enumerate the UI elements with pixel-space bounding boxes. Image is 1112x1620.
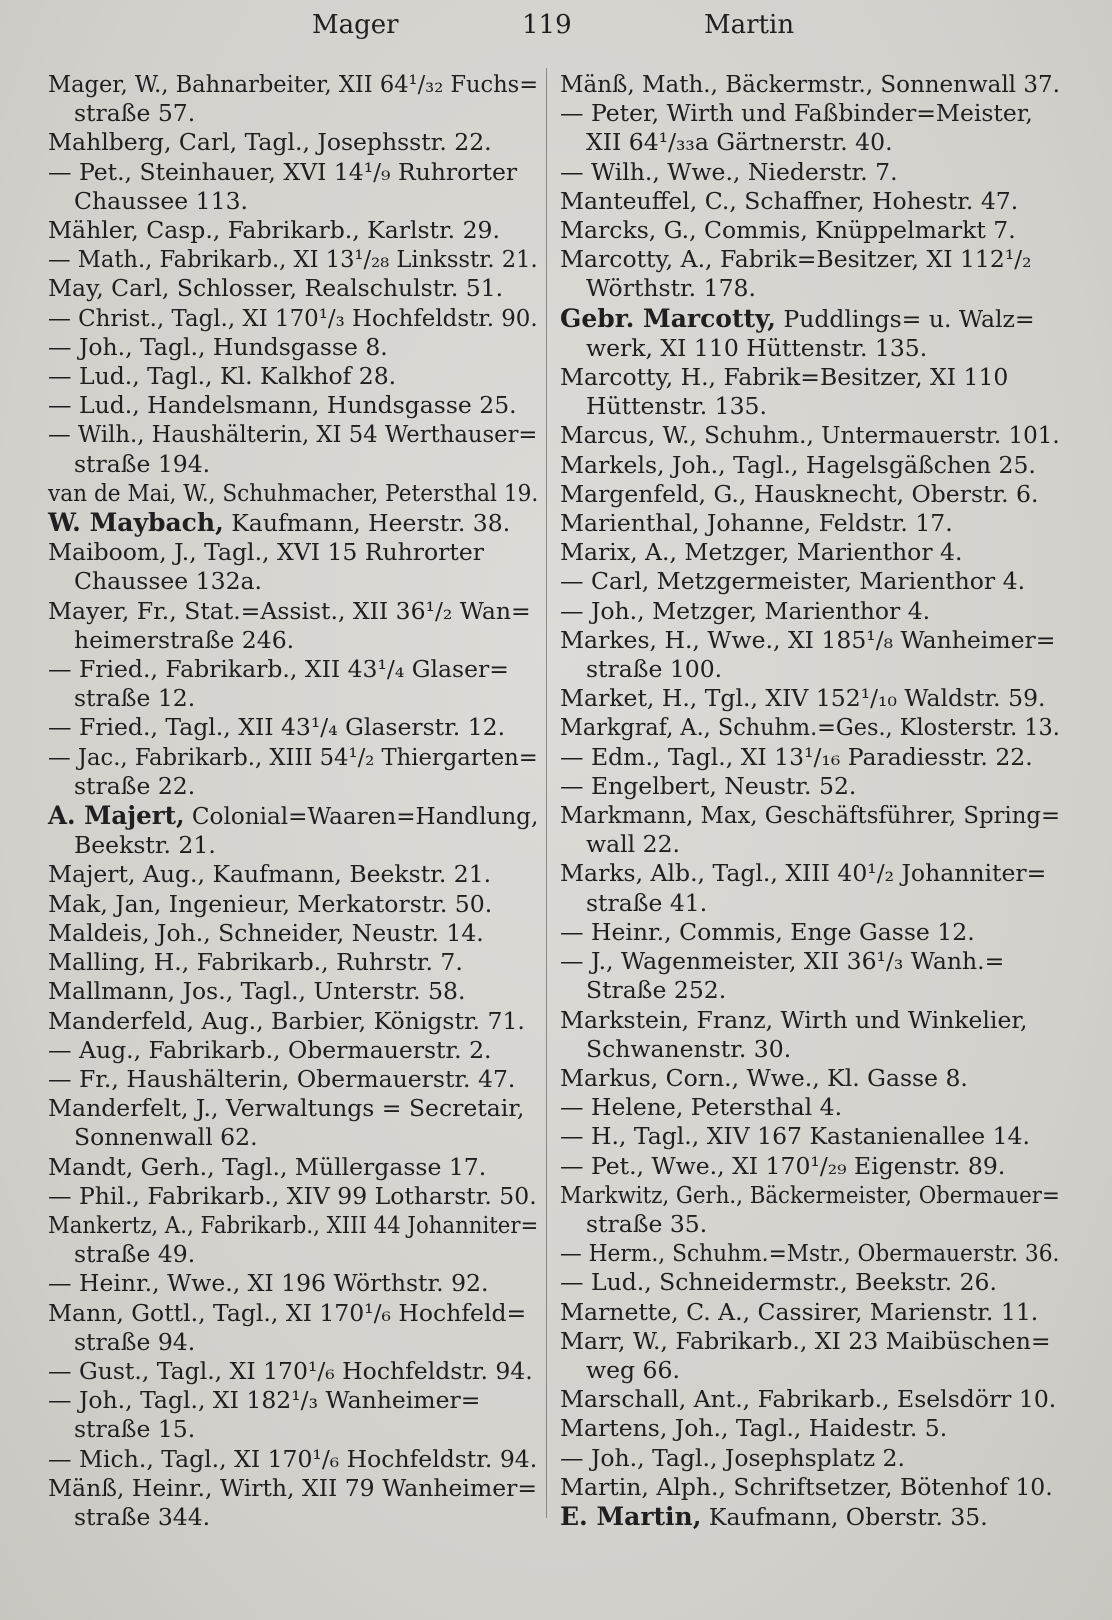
entry-line: Mak, Jan, Ingenieur, Merkatorstr. 50. xyxy=(48,889,493,918)
directory-entry xyxy=(560,713,1060,742)
entry-line: Mager, W., Bahnarbeiter, XII 64¹/₃₂ Fuchs= xyxy=(48,70,539,98)
directory-entry xyxy=(48,216,538,245)
directory-entry xyxy=(560,743,1060,772)
directory-entry xyxy=(560,304,1060,363)
directory-entry xyxy=(48,890,538,919)
directory-entry xyxy=(48,274,538,303)
directory-entry xyxy=(48,1445,538,1474)
directory-entry xyxy=(560,1006,1060,1064)
entry-line: — Joh., Tagl., XI 182¹/₃ Wanheimer= xyxy=(48,1386,481,1415)
directory-entry xyxy=(48,245,538,274)
entry-line: Manteuffel, C., Schaffner, Hohestr. 47. xyxy=(560,186,1019,215)
directory-entry xyxy=(560,1181,1060,1239)
directory-entry xyxy=(48,801,538,860)
directory-entry xyxy=(560,567,1060,596)
directory-entry xyxy=(560,451,1060,480)
entry-line: — Joh., Tagl., Hundsgasse 8. xyxy=(48,332,388,361)
entry-line: Marr, W., Fabrikarb., XI 23 Maibüschen= xyxy=(560,1326,1051,1355)
entry-line: Malling, H., Fabrikarb., Ruhrstr. 7. xyxy=(48,948,463,977)
directory-entry xyxy=(48,128,538,157)
entry-continuation: straße 100. xyxy=(586,655,723,684)
entry-continuation: straße 57. xyxy=(74,99,196,128)
entry-line: — Heinr., Commis, Enge Gasse 12. xyxy=(560,917,975,946)
directory-entry xyxy=(48,1299,538,1357)
entry-line: Marienthal, Johanne, Feldstr. 17. xyxy=(560,509,953,538)
entry-line: — Fried., Fabrikarb., XII 43¹/₄ Glaser= xyxy=(48,655,509,684)
entry-line: — Fried., Tagl., XII 43¹/₄ Glaserstr. 12. xyxy=(48,713,506,742)
entry-line: — J., Wagenmeister, XII 36¹/₃ Wanh.= xyxy=(560,947,1005,976)
directory-entry xyxy=(560,684,1060,713)
entry-line: — Herm., Schuhm.=Mstr., Obermauerstr. 36. xyxy=(560,1239,1060,1268)
entry-continuation: straße 35. xyxy=(586,1209,708,1238)
directory-entry xyxy=(48,977,538,1006)
directory-entry xyxy=(560,1298,1060,1327)
entry-line: Majert, Aug., Kaufmann, Beekstr. 21. xyxy=(48,860,492,889)
directory-entry xyxy=(560,626,1060,684)
entry-continuation: straße 344. xyxy=(74,1502,211,1531)
directory-entry xyxy=(560,918,1060,947)
entry-line: Markmann, Max, Geschäftsführer, Spring= xyxy=(560,801,1061,830)
entry-continuation: straße 22. xyxy=(74,771,196,800)
directory-entry xyxy=(560,1327,1060,1385)
directory-entry xyxy=(560,597,1060,626)
directory-entry xyxy=(48,860,538,889)
entry-line: Martens, Joh., Tagl., Haidestr. 5. xyxy=(560,1414,948,1443)
directory-entry xyxy=(48,948,538,977)
entry-line: — Mich., Tagl., XI 170¹/₆ Hochfeldstr. 94. xyxy=(48,1444,538,1473)
entry-line: — Wilh., Haushälterin, XI 54 Werthauser= xyxy=(48,420,538,449)
entry-line: Mänß, Math., Bäckermstr., Sonnenwall 37. xyxy=(560,70,1060,98)
entry-line: — Joh., Metzger, Marienthor 4. xyxy=(560,596,931,625)
firm-name: W. Maybach, xyxy=(48,508,224,538)
entry-continuation: Wörthstr. 178. xyxy=(586,274,756,303)
directory-entry xyxy=(560,1268,1060,1297)
directory-entry xyxy=(560,801,1060,859)
entry-line: A. Majert, Colonial=Waaren=Handlung, xyxy=(48,801,539,831)
entry-line: Markels, Joh., Tagl., Hagelsgäßchen 25. xyxy=(560,450,1036,479)
entry-continuation: straße 94. xyxy=(74,1327,196,1356)
entry-line: W. Maybach, Kaufmann, Heerstr. 38. xyxy=(48,508,511,538)
entry-line: Margenfeld, G., Hausknecht, Oberstr. 6. xyxy=(560,479,1039,508)
entry-line: — Lud., Schneidermstr., Beekstr. 26. xyxy=(560,1268,997,1297)
directory-entry xyxy=(560,1385,1060,1414)
entry-line: Martin, Alph., Schriftsetzer, Bötenhof 10. xyxy=(560,1472,1053,1501)
directory-entry xyxy=(560,509,1060,538)
entry-continuation: straße 15. xyxy=(74,1415,196,1444)
entry-line: — Edm., Tagl., XI 13¹/₁₆ Paradiesstr. 22. xyxy=(560,742,1033,771)
left-column xyxy=(48,70,538,1532)
directory-entry xyxy=(48,1094,538,1152)
entry-continuation: straße 49. xyxy=(74,1240,196,1269)
entry-continuation: heimerstraße 246. xyxy=(74,625,295,654)
directory-entry xyxy=(48,1211,538,1269)
entry-continuation: straße 194. xyxy=(74,449,211,478)
directory-entry xyxy=(560,421,1060,450)
entry-line: — Lud., Handelsmann, Hundsgasse 25. xyxy=(48,391,517,420)
directory-entry xyxy=(560,538,1060,567)
entry-line: Maiboom, J., Tagl., XVI 15 Ruhrorter xyxy=(48,538,484,567)
directory-entry xyxy=(48,597,538,655)
directory-entry xyxy=(48,508,538,538)
directory-entry xyxy=(48,713,538,742)
entry-line: — Carl, Metzgermeister, Marienthor 4. xyxy=(560,567,1026,596)
entry-line: van de Mai, W., Schuhmacher, Petersthal 19. xyxy=(48,478,539,507)
entry-line: Mann, Gottl., Tagl., XI 170¹/₆ Hochfeld= xyxy=(48,1298,527,1327)
column-divider xyxy=(546,68,547,1518)
page-number: 119 xyxy=(522,10,572,40)
entry-line: Mänß, Heinr., Wirth, XII 79 Wanheimer= xyxy=(48,1473,538,1502)
header-first-name: Mager xyxy=(312,10,399,40)
directory-entry xyxy=(48,1386,538,1444)
firm-name: E. Martin, xyxy=(560,1501,702,1531)
entry-line: Mankertz, A., Fabrikarb., XIII 44 Johanniter= xyxy=(48,1210,539,1239)
entry-line: — Helene, Petersthal 4. xyxy=(560,1093,843,1122)
entry-continuation: wall 22. xyxy=(586,830,680,859)
page-header xyxy=(0,10,1112,50)
entry-line: — Lud., Tagl., Kl. Kalkhof 28. xyxy=(48,362,397,391)
entry-line: — Pet., Wwe., XI 170¹/₂₉ Eigenstr. 89. xyxy=(560,1151,1006,1180)
directory-entry xyxy=(48,1182,538,1211)
entry-line: May, Carl, Schlosser, Realschulstr. 51. xyxy=(48,274,504,303)
entry-line: — Jac., Fabrikarb., XIII 54¹/₂ Thiergarten= xyxy=(48,742,538,771)
directory-entry xyxy=(560,1239,1060,1268)
directory-entry xyxy=(48,1357,538,1386)
entry-line: Marschall, Ant., Fabrikarb., Eselsdörr 10. xyxy=(560,1385,1057,1414)
entry-line: — Fr., Haushälterin, Obermauerstr. 47. xyxy=(48,1064,516,1093)
entry-line: Mayer, Fr., Stat.=Assist., XII 36¹/₂ Wan= xyxy=(48,596,531,625)
entry-line: — Engelbert, Neustr. 52. xyxy=(560,771,857,800)
directory-entry xyxy=(48,1474,538,1532)
entry-line: Mähler, Casp., Fabrikarb., Karlstr. 29. xyxy=(48,216,500,245)
entry-continuation: XII 64¹/₃₃a Gärtnerstr. 40. xyxy=(586,128,893,157)
directory-entry xyxy=(560,1122,1060,1151)
entry-line: — Aug., Fabrikarb., Obermauerstr. 2. xyxy=(48,1035,492,1064)
entry-line: Markwitz, Gerh., Bäckermeister, Obermauer= xyxy=(560,1180,1060,1209)
header-last-name: Martin xyxy=(704,10,795,40)
entry-line: Marix, A., Metzger, Marienthor 4. xyxy=(560,538,963,567)
entry-line: — Wilh., Wwe., Niederstr. 7. xyxy=(560,157,898,186)
entry-line: Marcotty, A., Fabrik=Besitzer, XI 112¹/₂ xyxy=(560,245,1032,274)
directory-entry xyxy=(560,245,1060,303)
directory-entry xyxy=(48,1007,538,1036)
entry-continuation: straße 41. xyxy=(586,888,708,917)
entry-line: — Christ., Tagl., XI 170¹/₃ Hochfeldstr. 90. xyxy=(48,303,538,332)
entry-line: Market, H., Tgl., XIV 152¹/₁₀ Waldstr. 59. xyxy=(560,684,1046,713)
directory-entry xyxy=(560,216,1060,245)
directory-entry xyxy=(560,772,1060,801)
entry-line: Mahlberg, Carl, Tagl., Josephsstr. 22. xyxy=(48,128,492,157)
entry-line: — Peter, Wirth und Faßbinder=Meister, xyxy=(560,99,1033,128)
entry-line: Marnette, C. A., Cassirer, Marienstr. 11. xyxy=(560,1297,1039,1326)
entry-line: — Heinr., Wwe., XI 196 Wörthstr. 92. xyxy=(48,1269,489,1298)
directory-entry xyxy=(560,947,1060,1005)
entry-line: Marks, Alb., Tagl., XIII 40¹/₂ Johanniter= xyxy=(560,859,1047,888)
directory-entry xyxy=(48,479,538,508)
right-column xyxy=(560,70,1060,1532)
entry-line: Mallmann, Jos., Tagl., Unterstr. 58. xyxy=(48,977,466,1006)
entry-line: Marcus, W., Schuhm., Untermauerstr. 101. xyxy=(560,421,1060,450)
entry-line: Marcks, G., Commis, Knüppelmarkt 7. xyxy=(560,216,1016,245)
directory-entry xyxy=(48,362,538,391)
directory-entry xyxy=(560,1152,1060,1181)
directory-entry xyxy=(560,187,1060,216)
entry-line: — Math., Fabrikarb., XI 13¹/₂₈ Linksstr. 21. xyxy=(48,245,538,274)
directory-entry xyxy=(560,363,1060,421)
entry-continuation: Beekstr. 21. xyxy=(74,831,216,860)
entry-line: Markgraf, A., Schuhm.=Ges., Klosterstr. 13. xyxy=(560,713,1060,742)
firm-name: A. Majert, xyxy=(48,801,185,831)
entry-line: Mandt, Gerh., Tagl., Müllergasse 17. xyxy=(48,1152,487,1181)
entry-line: Markus, Corn., Wwe., Kl. Gasse 8. xyxy=(560,1063,968,1092)
directory-entry xyxy=(48,70,538,128)
directory-entry xyxy=(560,70,1060,99)
entry-line: Manderfelt, J., Verwaltungs = Secretair, xyxy=(48,1094,525,1123)
directory-entry xyxy=(560,1473,1060,1502)
directory-entry xyxy=(48,1153,538,1182)
directory-entry xyxy=(48,655,538,713)
entry-line: — Gust., Tagl., XI 170¹/₆ Hochfeldstr. 94. xyxy=(48,1356,533,1385)
directory-entry xyxy=(560,1414,1060,1443)
entry-line: Manderfeld, Aug., Barbier, Königstr. 71. xyxy=(48,1006,525,1035)
directory-entry xyxy=(560,1444,1060,1473)
directory-entry xyxy=(48,1065,538,1094)
entry-line: — Pet., Steinhauer, XVI 14¹/₉ Ruhrorter xyxy=(48,157,518,186)
entry-continuation: Sonnenwall 62. xyxy=(74,1123,258,1152)
directory-entry xyxy=(48,304,538,333)
entry-line: Marcotty, H., Fabrik=Besitzer, XI 110 xyxy=(560,363,1009,392)
directory-entry xyxy=(48,538,538,596)
directory-entry xyxy=(48,420,538,478)
directory-entry xyxy=(48,1036,538,1065)
entry-continuation: Schwanenstr. 30. xyxy=(586,1034,792,1063)
directory-entry xyxy=(48,1269,538,1298)
directory-entry xyxy=(48,158,538,216)
entry-line: — Joh., Tagl., Josephsplatz 2. xyxy=(560,1443,905,1472)
entry-line: — H., Tagl., XIV 167 Kastanienallee 14. xyxy=(560,1122,1030,1151)
directory-entry xyxy=(48,743,538,801)
directory-entry xyxy=(560,158,1060,187)
directory-entry xyxy=(560,1502,1060,1532)
entry-line: Markstein, Franz, Wirth und Winkelier, xyxy=(560,1005,1028,1034)
directory-entry xyxy=(560,99,1060,157)
entry-continuation: Hüttenstr. 135. xyxy=(586,392,767,421)
entry-line: Gebr. Marcotty, Puddlings= u. Walz= xyxy=(560,303,1035,333)
directory-entry xyxy=(48,391,538,420)
directory-entry xyxy=(560,1093,1060,1122)
entry-continuation: Chaussee 113. xyxy=(74,186,248,215)
entry-line: — Phil., Fabrikarb., XIV 99 Lotharstr. 50. xyxy=(48,1181,537,1210)
directory-entry xyxy=(48,333,538,362)
entry-line: Maldeis, Joh., Schneider, Neustr. 14. xyxy=(48,918,484,947)
directory-entry xyxy=(560,480,1060,509)
entry-line: Markes, H., Wwe., XI 185¹/₈ Wanheimer= xyxy=(560,625,1056,654)
entry-continuation: Straße 252. xyxy=(586,976,727,1005)
directory-entry xyxy=(48,919,538,948)
entry-continuation: weg 66. xyxy=(586,1355,680,1384)
entry-line: E. Martin, Kaufmann, Oberstr. 35. xyxy=(560,1501,988,1531)
entry-continuation: straße 12. xyxy=(74,684,196,713)
directory-entry xyxy=(560,859,1060,917)
directory-entry xyxy=(560,1064,1060,1093)
firm-name: Gebr. Marcotty, xyxy=(560,303,776,333)
entry-continuation: werk, XI 110 Hüttenstr. 135. xyxy=(586,333,928,362)
entry-continuation: Chaussee 132a. xyxy=(74,567,262,596)
